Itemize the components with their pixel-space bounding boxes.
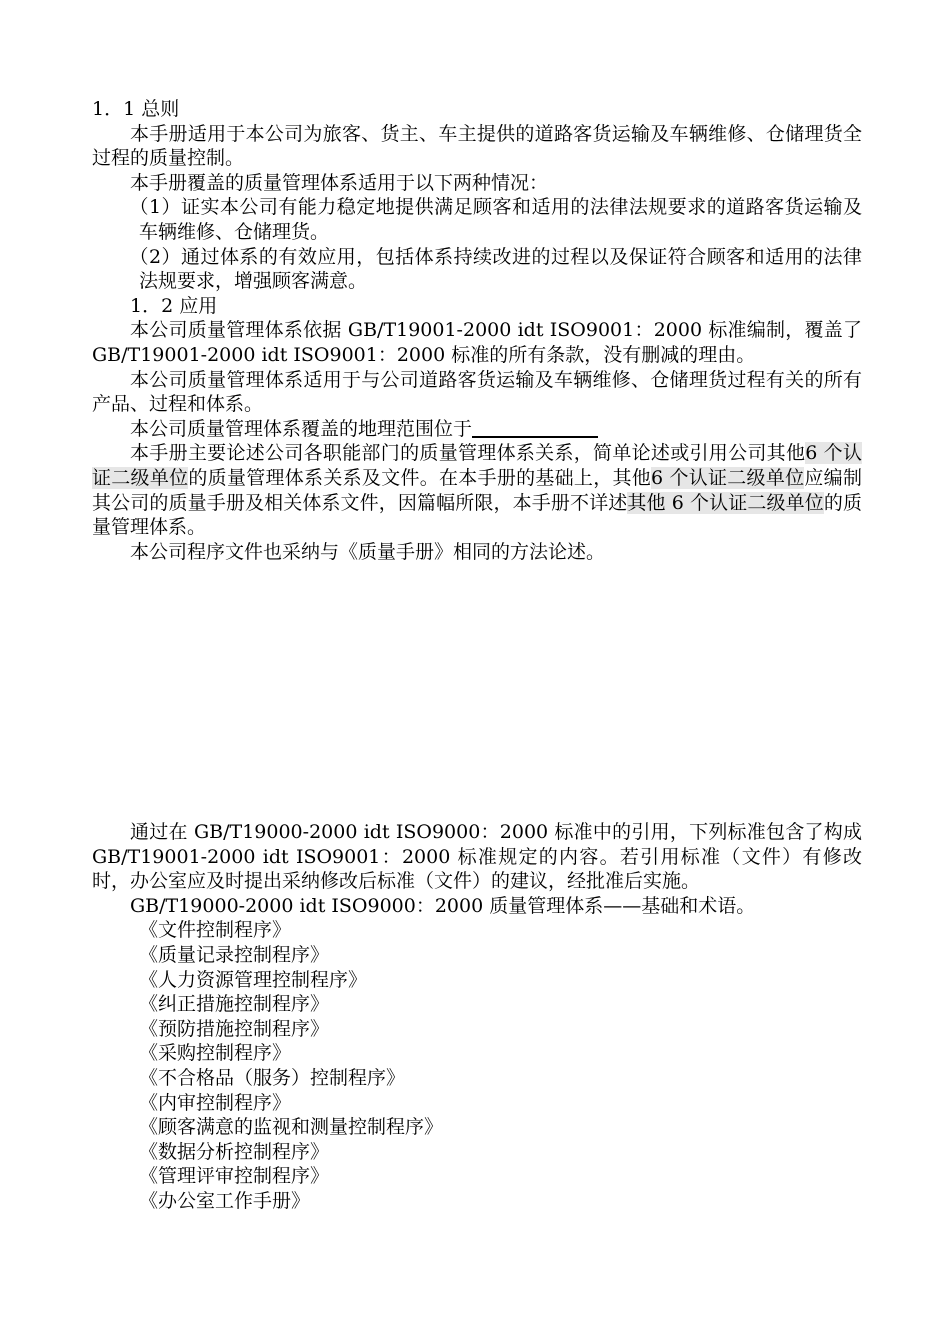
highlight-other-units: 其他 6 个认证二级单位	[627, 491, 824, 514]
document-item: 《人力资源管理控制程序》	[139, 968, 368, 991]
document-item: 《内审控制程序》	[139, 1091, 292, 1114]
geographic-scope-blank-line	[472, 417, 598, 438]
paragraph-standard: GB/T19000-2000 idt ISO9000：2000 质量管理体系——基础和术语。	[130, 894, 756, 917]
paragraph-main	[92, 441, 862, 539]
list-item-1: （1）证实本公司有能力稳定地提供满足顾客和适用的法律法规要求的道路客货运输及车辆维修、仓储理货。	[129, 196, 862, 243]
section-general-and-application	[92, 97, 862, 564]
highlight-units-2: 6 个认证二级单位	[651, 466, 805, 489]
main-text-d: 的质量管理体系。	[92, 491, 862, 539]
document-item: 《预防措施控制程序》	[139, 1017, 330, 1040]
document-item: 《数据分析控制程序》	[139, 1140, 330, 1163]
paragraph-geographic-scope	[92, 417, 862, 442]
paragraph-references: 通过在 GB/T19000-2000 idt ISO9000：2000 标准中的引用，下列标准包含了构成 GB/T19001-2000 idt ISO9001：2000 标准规定的内容。若引用标准（文件）有修改时，办公室应及时提出采纳修改后标准（文件）的建议，经批准后实施。	[92, 821, 862, 893]
document-item: 《文件控制程序》	[139, 919, 292, 942]
document-item: 《顾客满意的监视和测量控制程序》	[139, 1116, 444, 1139]
heading-application: 1．2 应用	[130, 294, 218, 317]
main-text-a: 本手册主要论述公司各职能部门的质量管理体系关系，简单论述或引用公司其他	[130, 442, 806, 465]
paragraph-applicable: 本公司质量管理体系适用于与公司道路客货运输及车辆维修、仓储理货过程有关的所有产品、过程和体系。	[92, 368, 862, 416]
document-item: 《不合格品（服务）控制程序》	[139, 1066, 406, 1089]
paragraph-scope: 本手册适用于本公司为旅客、货主、车主提供的道路客货运输及车辆维修、仓储理货全过程的质量控制。	[92, 122, 862, 170]
geographic-scope-label: 本公司质量管理体系覆盖的地理范围位于	[130, 417, 473, 440]
paragraph-cover: 本手册覆盖的质量管理体系适用于以下两种情况：	[130, 171, 549, 194]
list-item-2: （2）通过体系的有效应用，包括体系持续改进的过程以及保证符合顾客和适用的法律法规要求，增强顾客满意。	[129, 245, 862, 293]
section-normative-references	[92, 820, 862, 1214]
heading-general: 1．1 总则	[92, 98, 180, 120]
paragraph-procedure: 本公司程序文件也采纳与《质量手册》相同的方法论述。	[130, 540, 606, 563]
main-text-c: 应编制其公司的质量手册及相关体系文件，因篇幅所限，本手册不详述	[92, 466, 862, 514]
document-item: 《管理评审控制程序》	[139, 1165, 330, 1188]
paragraph-basis: 本公司质量管理体系依据 GB/T19001-2000 idt ISO9001：2000 标准编制，覆盖了 GB/T19001-2000 idt ISO9001：2000 标准的所有条款，没有删减的理由。	[92, 319, 862, 366]
highlight-units: 6 个认证二级单位	[92, 442, 862, 489]
document-item: 《质量记录控制程序》	[139, 943, 330, 966]
main-text-b: 的质量管理体系关系及文件。在本手册的基础上，其他	[188, 466, 652, 489]
document-item: 《采购控制程序》	[139, 1042, 292, 1065]
document-item: 《纠正措施控制程序》	[139, 993, 330, 1016]
document-item: 《办公室工作手册》	[139, 1189, 311, 1212]
